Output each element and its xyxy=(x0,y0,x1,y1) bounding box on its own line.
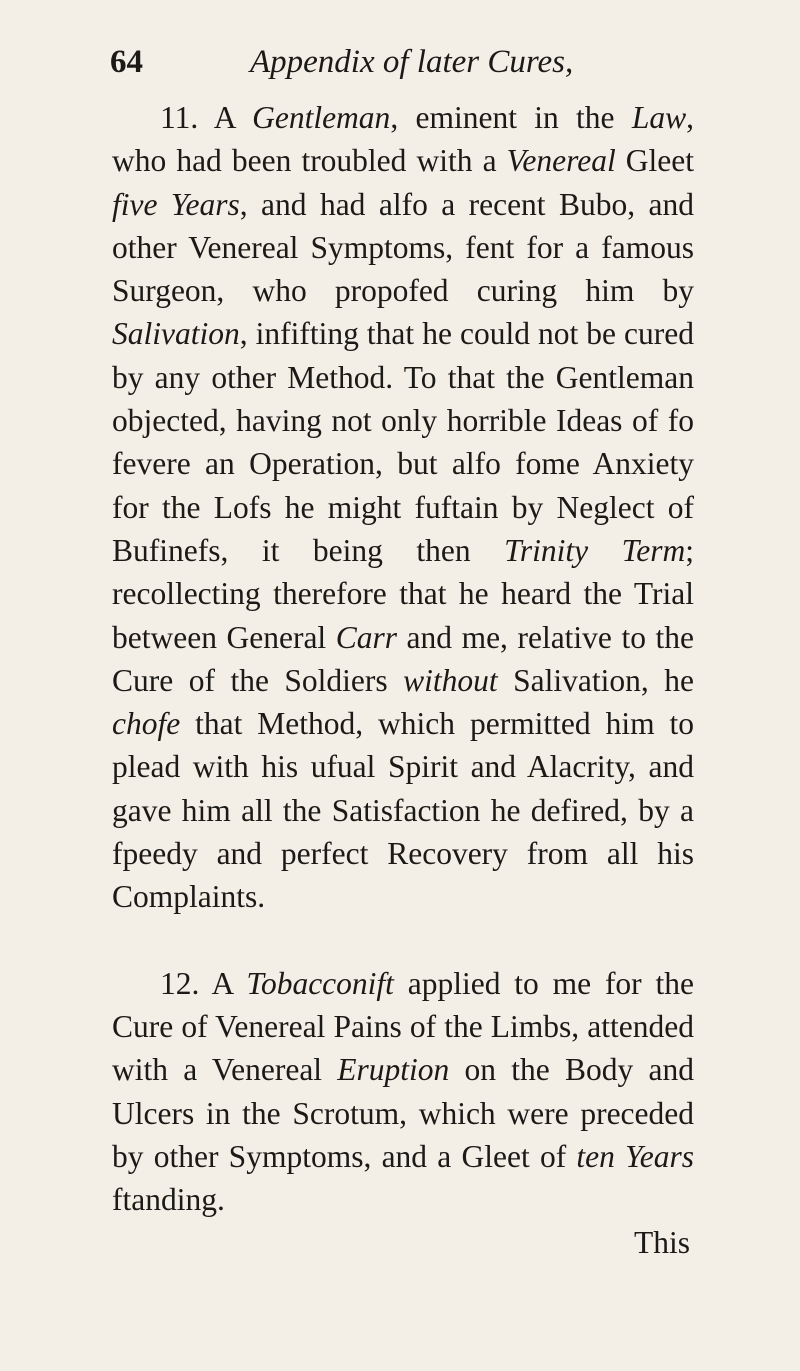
page-body xyxy=(112,96,694,1265)
italic-text: Law xyxy=(631,100,687,135)
text-run: , who had been troubled with a xyxy=(112,100,694,179)
paragraph-11 xyxy=(112,96,694,919)
catchword: This xyxy=(633,1225,690,1261)
text-run: A xyxy=(198,100,253,135)
italic-text: chofe xyxy=(112,706,181,742)
text-run: and me, relative to the Cure of the Soldiers xyxy=(112,619,694,698)
italic-text: Venereal xyxy=(506,143,616,179)
text-run: Gleet xyxy=(615,143,694,179)
paragraph-gap xyxy=(112,919,694,962)
page-number: 64 xyxy=(110,44,143,80)
italic-text: ten Years xyxy=(576,1138,695,1174)
text-run: , and had alfo a recent Bubo, and other Venereal Symptoms, fent for a famous Surgeon, who propofed curing him by xyxy=(112,186,695,309)
text-run: ftanding. xyxy=(112,1182,225,1218)
text-run: ; recollecting therefore that he heard the Trial between General xyxy=(112,532,694,655)
paragraph-number: 12. xyxy=(160,965,200,1001)
text-run: , eminent in the xyxy=(390,100,632,135)
italic-text: Trinity Term xyxy=(504,532,686,568)
page-header xyxy=(110,40,670,100)
text-run: that Method, which permitted him to plead with his ufual Spirit and Alacrity, and gave him all the Satisfaction he defired, by a fpeedy and perfect Recovery from all his Complaints. xyxy=(112,706,694,915)
text-run: , infifting that he could not be cured by any other Method. To that the Gentleman objected, having not only horrible Ideas of fo fevere an Operation, but alfo fome Anxiety for the Lofs he might fuftain by Neglect of Bufinefs, it being then xyxy=(112,316,694,568)
running-head: Appendix of later Cures, xyxy=(250,44,574,80)
paragraph-number: 11. xyxy=(160,100,199,135)
italic-text: Carr xyxy=(335,619,397,655)
text-run: Salivation, he xyxy=(497,662,694,698)
text-run: A xyxy=(199,965,247,1001)
italic-text: without xyxy=(403,662,498,698)
italic-text: Gentleman xyxy=(252,100,391,135)
italic-text: Eruption xyxy=(337,1052,450,1088)
text-run: on the Body and Ulcers in the Scrotum, which were preceded by other Symptoms, and a Gleet of xyxy=(112,1052,694,1174)
italic-text: Tobacconift xyxy=(246,965,394,1001)
text-run: applied to me for the Cure of Venereal Pains of the Limbs, attended with a Venereal xyxy=(112,965,694,1088)
paragraph-12 xyxy=(112,962,694,1222)
italic-text: five Years xyxy=(112,186,240,222)
italic-text: Salivation xyxy=(112,316,240,352)
